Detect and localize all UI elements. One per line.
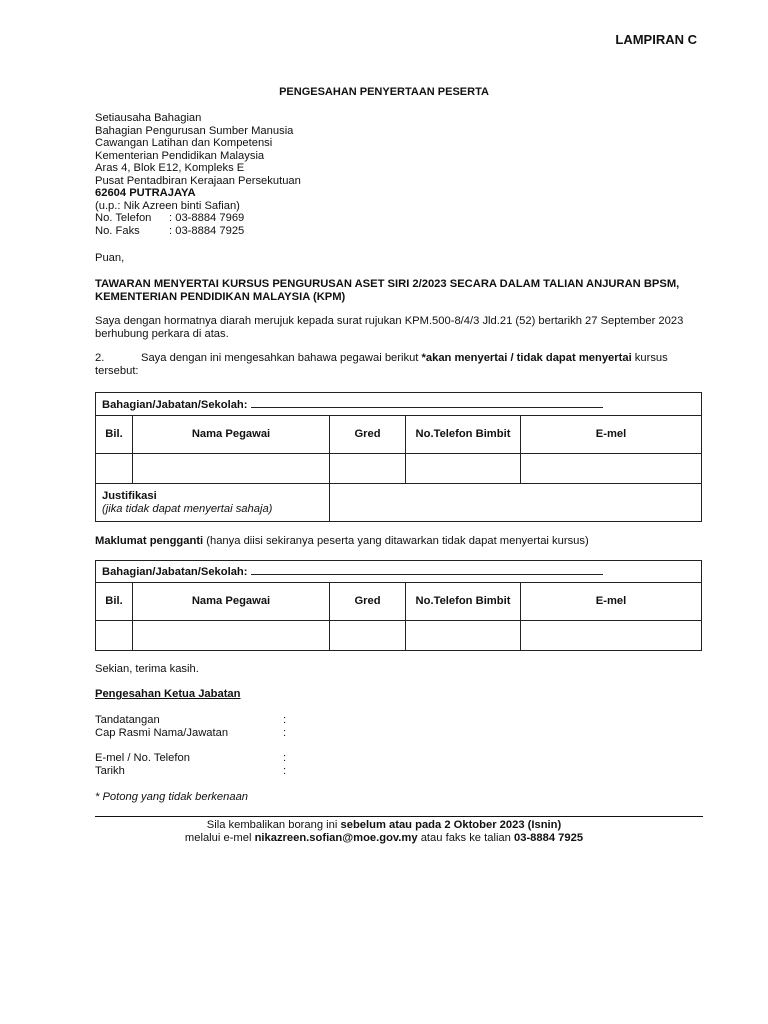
field-colon: :	[283, 727, 287, 739]
cell-emel[interactable]	[521, 454, 702, 484]
paragraph-text-end: kursus tersebut:	[95, 352, 668, 377]
contact-fax: 03-8884 7925	[514, 832, 584, 844]
substitute-info-bold: Maklumat pengganti	[95, 535, 204, 547]
address-line: Setiausaha Bahagian	[95, 112, 202, 124]
field-colon: :	[283, 752, 287, 764]
justification-label-cell	[96, 484, 330, 522]
field-colon: :	[283, 765, 287, 777]
address-phone	[95, 212, 301, 225]
phone-label: No. Telefon	[95, 212, 152, 224]
document-title: PENGESAHAN PENYERTAAN PESERTA	[279, 86, 489, 98]
contact-email[interactable]: nikazreen.sofian@moe.gov.my	[254, 832, 418, 844]
col-nama-pegawai: Nama Pegawai	[133, 583, 330, 621]
cell-bil[interactable]	[96, 621, 133, 651]
fax-label: No. Faks	[95, 224, 140, 237]
col-bil: Bil.	[96, 416, 133, 454]
cell-nama[interactable]	[133, 621, 330, 651]
signature-field[interactable]	[95, 714, 295, 727]
cell-gred[interactable]	[330, 454, 406, 484]
col-gred: Gred	[330, 416, 406, 454]
col-nama-pegawai: Nama Pegawai	[133, 416, 330, 454]
recipient-address	[95, 112, 301, 237]
cell-nama[interactable]	[133, 454, 330, 484]
department-row	[96, 393, 702, 416]
subject-heading: TAWARAN MENYERTAI KURSUS PENGURUSAN ASET SIRI 2/2023 SECARA DALAM TALIAN ANJURAN BPSM, KEMENTERIAN PENDIDIKAN MALAYSIA (KPM)	[95, 278, 680, 303]
substitute-info	[95, 535, 589, 548]
address-postcode: 62604 PUTRAJAYA	[95, 187, 196, 199]
address-attention: (u.p.: Nik Azreen binti Safian)	[95, 199, 240, 212]
strike-note: * Potong yang tidak berkenaan	[95, 791, 249, 803]
address-fax	[95, 225, 301, 238]
justification-label: Justifikasi	[102, 490, 157, 502]
head-confirmation-heading: Pengesahan Ketua Jabatan	[95, 688, 241, 700]
cell-telefon[interactable]	[406, 454, 521, 484]
address-line: Kementerian Pendidikan Malaysia	[95, 149, 265, 162]
contact-text: melalui e-mel	[184, 832, 255, 844]
return-text: Sila kembalikan borang ini	[206, 819, 341, 831]
address-line: Pusat Pentadbiran Kerajaan Persekutuan	[95, 174, 301, 187]
col-emel: E-mel	[521, 416, 702, 454]
department-input-line[interactable]	[251, 397, 603, 408]
paragraph-text: Saya dengan ini mengesahkan bahawa pegawai berikut	[141, 352, 422, 364]
paragraph-choice: *akan menyertai / tidak dapat menyertai	[421, 352, 632, 364]
department-label: Bahagian/Jabatan/Sekolah:	[102, 566, 248, 579]
table-row	[96, 454, 702, 484]
cell-gred[interactable]	[330, 621, 406, 651]
fax-value: : 03-8884 7925	[169, 224, 245, 237]
salutation: Puan,	[95, 252, 125, 264]
col-telefon: No.Telefon Bimbit	[406, 583, 521, 621]
confirmation-paragraph	[95, 352, 705, 378]
justification-input[interactable]	[330, 484, 702, 522]
email-phone-field[interactable]	[95, 752, 295, 765]
department-row	[96, 561, 702, 583]
justification-note: (jika tidak dapat menyertai sahaja)	[102, 502, 273, 515]
date-label: Tarikh	[95, 765, 125, 777]
paragraph-number: 2.	[95, 352, 105, 364]
reference-paragraph: Saya dengan hormatnya diarah merujuk kepada surat rujukan KPM.500-8/4/3 Jld.21 (52) bertarikh 27 September 2023 berhubung perkara di atas.	[95, 315, 684, 340]
date-field[interactable]	[95, 765, 295, 778]
substitute-table	[95, 560, 702, 651]
col-telefon: No.Telefon Bimbit	[406, 416, 521, 454]
table-row	[96, 621, 702, 651]
cell-bil[interactable]	[96, 454, 133, 484]
address-line: Cawangan Latihan dan Kompetensi	[95, 137, 273, 149]
email-phone-label: E-mel / No. Telefon	[95, 752, 190, 764]
field-colon: :	[283, 714, 287, 726]
footer-divider	[95, 816, 703, 817]
substitute-info-rest: (hanya diisi sekiranya peserta yang ditawarkan tidak dapat menyertai kursus)	[203, 535, 589, 547]
return-contact	[0, 832, 768, 845]
department-label: Bahagian/Jabatan/Sekolah:	[102, 398, 248, 411]
stamp-name-label: Cap Rasmi Nama/Jawatan	[95, 727, 229, 739]
col-gred: Gred	[330, 583, 406, 621]
contact-text-mid: atau faks ke talian	[417, 832, 514, 844]
cell-emel[interactable]	[521, 621, 702, 651]
col-bil: Bil.	[96, 583, 133, 621]
closing-text: Sekian, terima kasih.	[95, 663, 199, 675]
address-line: Aras 4, Blok E12, Kompleks E	[95, 162, 245, 174]
cell-telefon[interactable]	[406, 621, 521, 651]
department-input-line[interactable]	[251, 564, 603, 575]
stamp-name-field[interactable]	[95, 727, 295, 740]
participant-table	[95, 392, 702, 522]
return-instruction	[0, 819, 768, 832]
signature-label: Tandatangan	[95, 714, 160, 726]
attachment-label: LAMPIRAN C	[615, 32, 697, 47]
phone-value: : 03-8884 7969	[169, 212, 245, 224]
justification-row	[96, 484, 702, 522]
address-line: Bahagian Pengurusan Sumber Manusia	[95, 124, 294, 137]
col-emel: E-mel	[521, 583, 702, 621]
return-deadline: sebelum atau pada 2 Oktober 2023 (Isnin)	[340, 819, 562, 831]
